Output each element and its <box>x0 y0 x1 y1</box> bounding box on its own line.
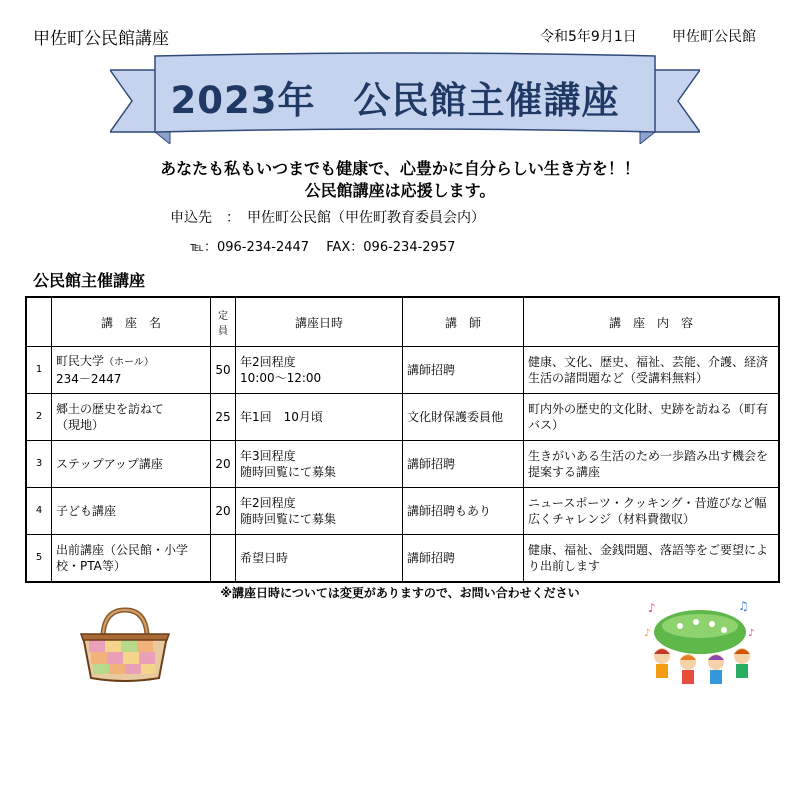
table-row <box>26 535 779 583</box>
row-no: 5 <box>26 535 52 583</box>
row-no: 2 <box>26 394 52 441</box>
row-instructor: 文化財保護委員他 <box>403 394 524 441</box>
table-row <box>26 441 779 488</box>
header-left-title: 甲佐町公民館講座 <box>33 29 169 49</box>
row-name: ステップアップ講座 <box>52 441 211 488</box>
header-no <box>26 297 52 347</box>
row-no: 4 <box>26 488 52 535</box>
row-date-1: 年2回程度 <box>240 355 296 369</box>
row-no: 3 <box>26 441 52 488</box>
table-row <box>26 488 779 535</box>
row-content: 健康、福祉、金銭問題、落語等をご要望により出前します <box>524 535 780 583</box>
row-content: 町内外の歴史的文化財、史跡を訪ねる（町有バス） <box>524 394 780 441</box>
row-capacity <box>211 535 236 583</box>
schedule-note: ※講座日時については変更がありますので、お問い合わせください <box>220 586 580 600</box>
header-date: 令和5年9月1日 <box>540 29 637 45</box>
header-date: 講座日時 <box>236 297 403 347</box>
row-instructor: 講師招聘 <box>403 347 524 394</box>
lead-line-1: あなたも私もいつまでも健康で、心豊かに自分らしい生き方を！！ <box>160 159 640 178</box>
svg-text:♪: ♪ <box>644 628 651 639</box>
svg-text:♪: ♪ <box>648 601 656 615</box>
row-date <box>236 347 403 394</box>
table-row <box>26 347 779 394</box>
row-name-main: 町民大学 <box>56 354 105 368</box>
header-content: 講 座 内 容 <box>524 297 780 347</box>
row-capacity: 25 <box>211 394 236 441</box>
row-name <box>52 394 211 441</box>
table-header-row <box>26 297 779 347</box>
row-content: 生きがいある生活のため一歩踏み出す機会を提案する講座 <box>524 441 780 488</box>
contact-apply: 申込先 ： 甲佐町公民館（甲佐町教育委員会内） <box>170 210 485 226</box>
svg-text:♫: ♫ <box>738 599 749 613</box>
row-instructor: 講師招聘 <box>403 535 524 583</box>
section-title: 公民館主催講座 <box>33 271 146 290</box>
row-name-sub: （現地） <box>56 418 105 432</box>
lead-line-2: 公民館講座は応援します。 <box>304 181 496 200</box>
row-date <box>236 488 403 535</box>
contact-tel-fax: ℡：096-234-2447 FAX：096-234-2957 <box>190 240 456 255</box>
row-date: 年1回 10月頃 <box>236 394 403 441</box>
singing-children-icon <box>640 596 760 688</box>
table-row <box>26 394 779 441</box>
row-instructor: 講師招聘もあり <box>403 488 524 535</box>
row-no: 1 <box>26 347 52 394</box>
row-name-sub: 234－2447 <box>56 372 122 386</box>
row-name <box>52 347 211 394</box>
header-capacity: 定員 <box>211 297 236 347</box>
row-name: 子ども講座 <box>52 488 211 535</box>
basket-icon <box>75 604 175 684</box>
row-date-2: 随時回覧にて募集 <box>240 465 337 479</box>
row-date-1: 年3回程度 <box>240 449 296 463</box>
header-org: 甲佐町公民館 <box>672 29 756 45</box>
row-instructor: 講師招聘 <box>403 441 524 488</box>
row-content: ニュースポーツ・クッキング・昔遊びなど幅広くチャレンジ（材料費徴収） <box>524 488 780 535</box>
row-date-1: 年2回程度 <box>240 496 296 510</box>
row-capacity: 50 <box>211 347 236 394</box>
banner-title: 2023年 公民館主催講座 <box>170 79 620 122</box>
row-name-small: （ホール） <box>104 357 154 368</box>
row-capacity: 20 <box>211 441 236 488</box>
row-date <box>236 441 403 488</box>
row-capacity: 20 <box>211 488 236 535</box>
svg-text:♪: ♪ <box>748 628 755 639</box>
row-name-main: 郷土の歴史を訪ねて <box>56 402 164 416</box>
header-name: 講 座 名 <box>52 297 211 347</box>
row-date-2: 随時回覧にて募集 <box>240 512 337 526</box>
row-name: 出前講座（公民館・小学校・PTA等） <box>52 535 211 583</box>
header-instructor: 講 師 <box>403 297 524 347</box>
row-date: 希望日時 <box>236 535 403 583</box>
course-table <box>25 296 780 583</box>
row-content: 健康、文化、歴史、福祉、芸能、介護、経済生活の諸問題など（受講料無料） <box>524 347 780 394</box>
row-date-2: 10:00～12:00 <box>240 371 322 385</box>
